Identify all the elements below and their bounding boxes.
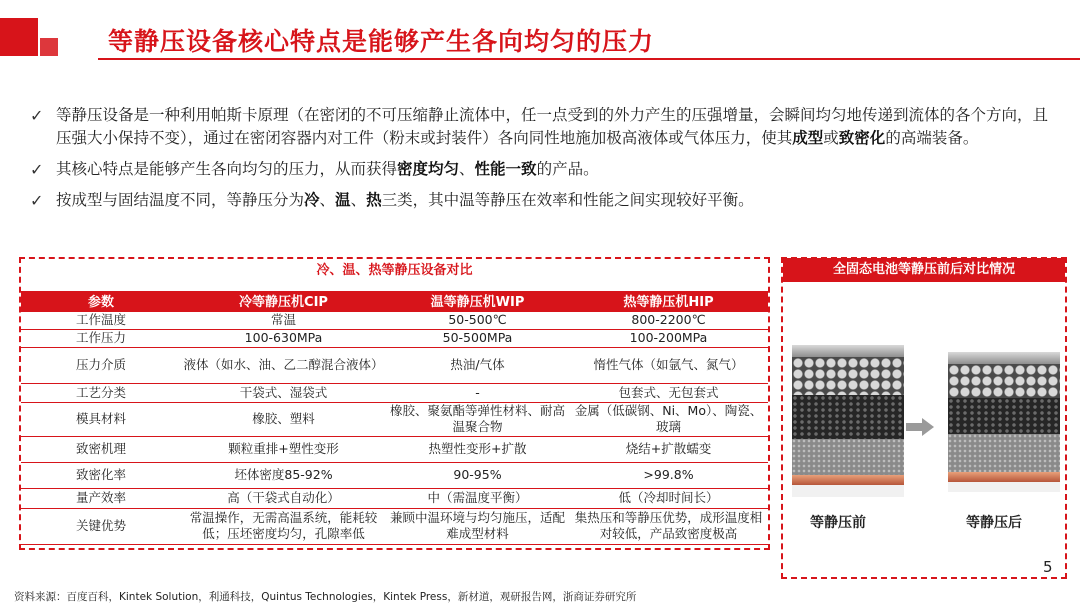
table-cell: 工艺分类 <box>21 383 181 402</box>
check-icon: ✓ <box>30 160 44 179</box>
comparison-table <box>21 291 768 545</box>
bullet-list <box>30 104 1060 220</box>
table-header-row <box>21 291 768 311</box>
after-sample-image <box>948 352 1060 492</box>
table-cell: 干袋式、湿袋式 <box>181 383 386 402</box>
table-cell: 热油/气体 <box>386 347 569 383</box>
table-cell: 金属（低碳钢、Ni、Mo）、陶瓷、玻璃 <box>569 402 768 436</box>
table-cell: 颗粒重排+塑性变形 <box>181 436 386 462</box>
table-cell: 致密机理 <box>21 436 181 462</box>
bullet-item: ✓ 按成型与固结温度不同，等静压分为冷、温、热三类，其中温等静压在效率和性能之间实现较好平衡。 <box>30 191 754 210</box>
table-cell: 热塑性变形+扩散 <box>386 436 569 462</box>
arrow-right-icon <box>906 418 934 436</box>
photo-panel-title: 全固态电池等静压前后对比情况 <box>783 258 1065 282</box>
table-cell: 液体（如水、油、乙二醇混合液体） <box>181 347 386 383</box>
table-cell: 量产效率 <box>21 488 181 508</box>
comparison-panel-title: 冷、温、热等静压设备对比 <box>316 263 473 278</box>
title-underline <box>98 58 1080 60</box>
table-cell: 高（干袋式自动化） <box>181 488 386 508</box>
source-note: 资料来源：百度百科，Kintek Solution，利通科技，Quintus Technologies，Kintek Press，新材道，观研报告网，浙商证券研究所 <box>14 591 637 603</box>
column-header: 温等静压机WIP <box>386 291 569 311</box>
table-cell: 集热压和等静压优势，成形温度相对较低，产品致密度极高 <box>569 508 768 544</box>
before-sample-image <box>792 345 904 497</box>
table-cell: >99.8% <box>569 462 768 488</box>
table-row <box>21 329 768 347</box>
table-row <box>21 311 768 329</box>
brand-logo <box>0 18 60 62</box>
table-cell: 800-2200℃ <box>569 311 768 329</box>
table-cell: - <box>386 383 569 402</box>
before-label: 等静压前 <box>810 515 866 531</box>
table-cell: 包套式、无包套式 <box>569 383 768 402</box>
table-cell: 关键优势 <box>21 508 181 544</box>
table-cell: 橡胶、聚氨酯等弹性材料、耐高温聚合物 <box>386 402 569 436</box>
table-cell: 90-95% <box>386 462 569 488</box>
table-cell: 50-500MPa <box>386 329 569 347</box>
column-header: 参数 <box>21 291 181 311</box>
table-cell: 工作压力 <box>21 329 181 347</box>
table-cell: 工作温度 <box>21 311 181 329</box>
table-cell: 致密化率 <box>21 462 181 488</box>
page-number: 5 <box>1043 558 1053 576</box>
table-cell: 橡胶、塑料 <box>181 402 386 436</box>
table-cell: 低（冷却时间长） <box>569 488 768 508</box>
table-cell: 惰性气体（如氩气、氮气） <box>569 347 768 383</box>
table-cell: 压力介质 <box>21 347 181 383</box>
table-cell: 兼顾中温环境与均匀施压，适配难成型材料 <box>386 508 569 544</box>
table-cell: 模具材料 <box>21 402 181 436</box>
table-cell: 50-500℃ <box>386 311 569 329</box>
table-row <box>21 508 768 544</box>
table-cell: 100-630MPa <box>181 329 386 347</box>
table-cell: 烧结+扩散蠕变 <box>569 436 768 462</box>
table-row <box>21 402 768 436</box>
table-cell: 中（需温度平衡） <box>386 488 569 508</box>
check-icon: ✓ <box>30 191 44 210</box>
table-row <box>21 383 768 402</box>
table-cell: 100-200MPa <box>569 329 768 347</box>
bullet-item: ✓ 其核心特点是能够产生各向均匀的压力，从而获得密度均匀、性能一致的产品。 <box>30 160 599 179</box>
table-row <box>21 488 768 508</box>
page-title: 等静压设备核心特点是能够产生各向均匀的压力 <box>108 27 655 56</box>
bullet-item: ✓ 等静压设备是一种利用帕斯卡原理（在密闭的不可压缩静止流体中，任一点受到的外力产生的压强增量，会瞬间均匀地传递到流体的各个方向，且压强大小保持不变），通过在密闭容器内对工件（粉末或封装件）各向同性地施加极高液体或气体压力，使其成型或致密化的高端装备。 <box>30 106 1049 147</box>
table-row <box>21 462 768 488</box>
column-header: 冷等静压机CIP <box>181 291 386 311</box>
column-header: 热等静压机HIP <box>569 291 768 311</box>
table-cell: 坯体密度85-92% <box>181 462 386 488</box>
table-row <box>21 436 768 462</box>
table-cell: 常温操作，无需高温系统，能耗较低；压坯密度均匀，孔隙率低 <box>181 508 386 544</box>
table-cell: 常温 <box>181 311 386 329</box>
check-icon: ✓ <box>30 106 44 125</box>
table-row <box>21 347 768 383</box>
after-label: 等静压后 <box>966 515 1022 531</box>
